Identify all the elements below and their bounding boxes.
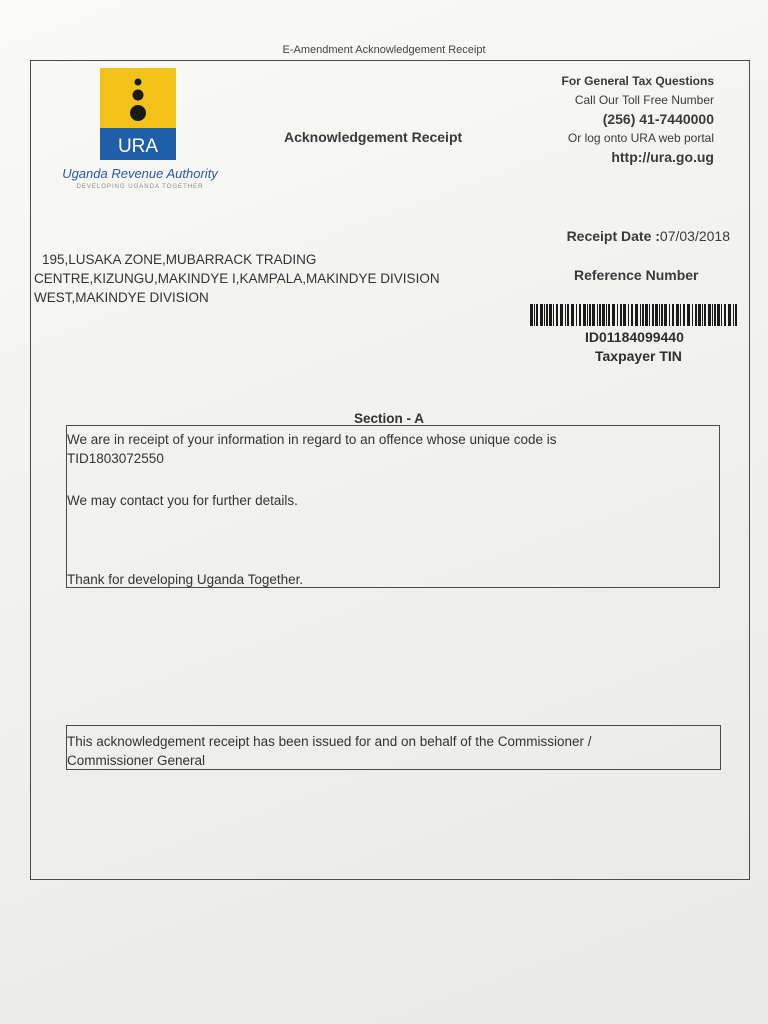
section-a-offence-code: TID1803072550: [67, 451, 164, 466]
barcode-icon: [530, 304, 738, 326]
section-a-line-3: We may contact you for further details.: [67, 493, 298, 508]
address-line-3: WEST,MAKINDYE DIVISION: [34, 290, 209, 305]
contact-questions: For General Tax Questions: [561, 74, 714, 88]
section-a-line-4: Thank for developing Uganda Together.: [67, 572, 304, 587]
contact-block: [562, 72, 714, 167]
reference-number-label: Reference Number: [574, 267, 699, 283]
section-a-line-1: We are in receipt of your information in regard to an offence whose unique code is: [67, 432, 557, 447]
logo-organization-name: Uganda Revenue Authority: [62, 166, 218, 181]
contact-call: Call Our Toll Free Number: [574, 93, 714, 107]
document-title: E-Amendment Acknowledgement Receipt: [282, 44, 486, 56]
ura-logo-icon: [100, 68, 176, 160]
footer-line-1: This acknowledgement receipt has been issued for and on behalf of the Commissioner /: [67, 734, 592, 749]
contact-portal: Or log onto URA web portal: [567, 131, 714, 145]
address-line-1: 195,LUSAKA ZONE,MUBARRACK TRADING: [42, 252, 317, 267]
logo-abbrev: URA: [117, 136, 159, 157]
receipt-date-label: Receipt Date :: [566, 228, 660, 244]
contact-phone: (256) 41-7440000: [602, 111, 714, 127]
taxpayer-tin-label: Taxpayer TIN: [595, 348, 682, 364]
receipt-date-value: 07/03/2018: [659, 228, 730, 244]
receipt-date: [567, 228, 730, 244]
section-a-title: Section - A: [354, 411, 425, 426]
contact-url: http://ura.go.ug: [611, 149, 714, 165]
logo-tagline: DEVELOPING UGANDA TOGETHER: [76, 184, 204, 190]
reference-id-number: ID01184099440: [585, 329, 684, 345]
taxpayer-address: [34, 250, 464, 307]
address-line-2: CENTRE,KIZUNGU,MAKINDYE I,KAMPALA,MAKINDYE DIVISION: [34, 271, 440, 286]
receipt-heading: Acknowledgement Receipt: [284, 129, 463, 145]
footer-line-2: Commissioner General: [67, 753, 206, 768]
